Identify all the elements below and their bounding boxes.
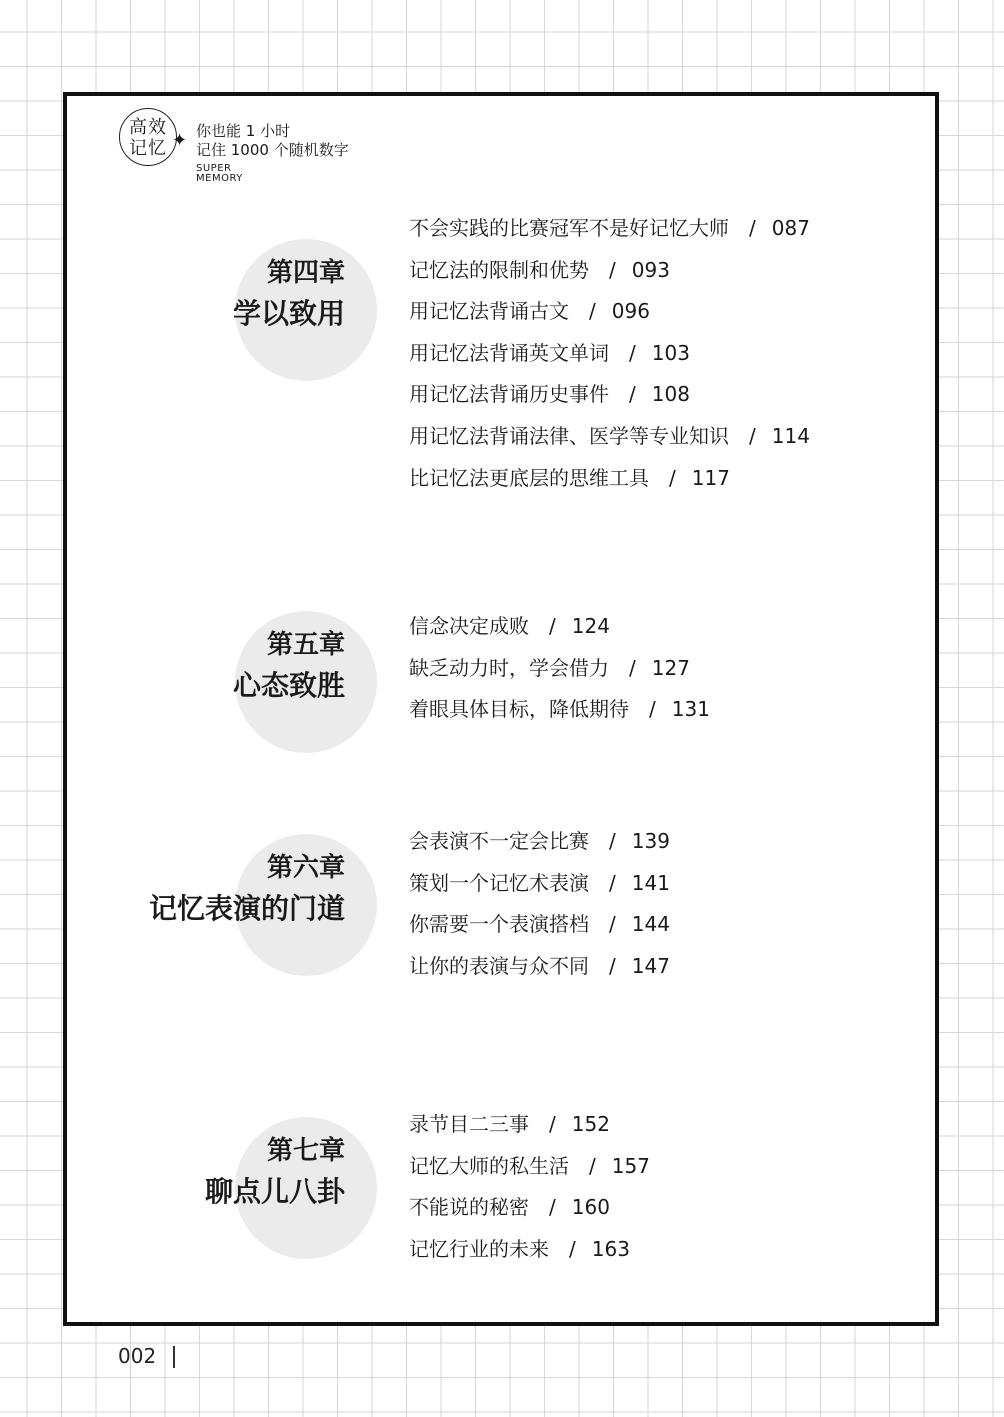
logo-title (124, 117, 172, 159)
section-title: 让你的表演与众不同 (409, 953, 589, 978)
page-separator: / (629, 340, 636, 365)
subtitle-line-1: 你也能 1 小时 (196, 122, 291, 140)
section-page-number: 152 (571, 1112, 610, 1136)
section-page-number: 093 (631, 257, 670, 282)
page-separator: / (609, 829, 616, 853)
toc-entry[interactable] (409, 871, 670, 913)
section-title: 用记忆法背诵历史事件 (409, 382, 609, 407)
section-page-number: 139 (631, 829, 670, 853)
toc-entry[interactable] (409, 1154, 650, 1196)
page-separator: / (549, 1195, 556, 1220)
english-title (196, 164, 243, 184)
page-separator: / (589, 1153, 596, 1178)
chapter-number: 第四章 (266, 258, 345, 288)
toc-entry[interactable] (409, 954, 670, 996)
section-list (409, 1112, 650, 1278)
section-title: 会表演不一定会比赛 (409, 829, 589, 853)
section-list (409, 829, 670, 995)
section-title: 不会实践的比赛冠军不是好记忆大师 (409, 216, 729, 240)
section-title: 不能说的秘密 (409, 1195, 529, 1220)
section-page-number: 157 (611, 1153, 650, 1178)
page-separator: / (609, 953, 616, 978)
chapter-title: 记忆表演的门道 (148, 892, 345, 925)
toc-entry[interactable] (409, 216, 810, 258)
section-page-number: 131 (671, 697, 710, 722)
chapter-title: 学以致用 (232, 297, 345, 330)
section-title: 录节目二三事 (409, 1112, 529, 1136)
section-title: 缺乏动力时，学会借力 (409, 655, 609, 680)
page-separator: / (749, 216, 756, 240)
page-separator: / (549, 1112, 556, 1136)
section-page-number: 117 (691, 465, 730, 490)
toc-entry[interactable] (409, 1237, 650, 1279)
section-page-number: 141 (631, 870, 670, 895)
chapter-title: 心态致胜 (232, 669, 345, 702)
section-page-number: 147 (631, 953, 670, 978)
toc-entry[interactable] (409, 614, 710, 656)
page-separator: / (749, 423, 756, 448)
section-title: 信念决定成败 (409, 614, 529, 638)
page-separator: / (589, 299, 596, 324)
section-title: 策划一个记忆术表演 (409, 870, 589, 895)
toc-entry[interactable] (409, 466, 810, 508)
book-subtitle (196, 122, 349, 160)
book-logo (119, 108, 379, 188)
section-title: 记忆行业的未来 (409, 1236, 549, 1261)
section-page-number: 144 (631, 912, 670, 937)
section-title: 比记忆法更底层的思维工具 (409, 465, 649, 490)
page-separator: / (549, 614, 556, 638)
page-separator: / (609, 257, 616, 282)
section-page-number: 127 (651, 655, 690, 680)
toc-entry[interactable] (409, 341, 810, 383)
section-title: 用记忆法背诵古文 (409, 299, 569, 324)
page-separator: / (569, 1236, 576, 1261)
toc-entry[interactable] (409, 912, 670, 954)
english-title-line-2: MEMORY (196, 173, 243, 184)
logo-title-line-2: 记忆 (129, 138, 167, 159)
toc-entry[interactable] (409, 258, 810, 300)
chapter-title: 聊点儿八卦 (204, 1175, 345, 1208)
page-separator: / (609, 870, 616, 895)
page-separator: / (669, 465, 676, 490)
section-page-number: 096 (611, 299, 650, 324)
section-list (409, 216, 810, 507)
page-separator: / (629, 655, 636, 680)
section-title: 记忆法的限制和优势 (409, 257, 589, 282)
section-title: 用记忆法背诵英文单词 (409, 340, 609, 365)
section-page-number: 087 (771, 216, 810, 240)
english-title-line-1: SUPER (196, 163, 232, 174)
section-title: 着眼具体目标，降低期待 (409, 697, 629, 722)
toc-entry[interactable] (409, 299, 810, 341)
section-list (409, 614, 710, 739)
toc-entry[interactable] (409, 1195, 650, 1237)
chapter-number: 第五章 (266, 630, 345, 660)
page-frame (63, 92, 939, 1326)
logo-title-line-1: 高效 (129, 117, 167, 138)
section-page-number: 108 (651, 382, 690, 407)
sparkle-icon: ✦ (172, 130, 188, 151)
toc-entry[interactable] (409, 829, 670, 871)
section-page-number: 103 (651, 340, 690, 365)
section-title: 你需要一个表演搭档 (409, 912, 589, 937)
section-page-number: 160 (571, 1195, 610, 1220)
section-title: 记忆大师的私生活 (409, 1153, 569, 1178)
subtitle-line-2: 记住 1000 个随机数字 (196, 141, 349, 159)
toc-entry[interactable] (409, 697, 710, 739)
page-number: 002 (118, 1344, 157, 1368)
toc-entry[interactable] (409, 1112, 650, 1154)
chapter-number: 第六章 (266, 853, 345, 883)
page-number-divider (173, 1346, 175, 1368)
toc-entry[interactable] (409, 656, 710, 698)
toc-entry[interactable] (409, 424, 810, 466)
chapter-number: 第七章 (266, 1136, 345, 1166)
page-separator: / (609, 912, 616, 937)
toc-entry[interactable] (409, 382, 810, 424)
page-separator: / (649, 697, 656, 722)
section-page-number: 114 (771, 423, 810, 448)
section-page-number: 124 (571, 614, 610, 638)
page-separator: / (629, 382, 636, 407)
section-page-number: 163 (591, 1236, 630, 1261)
section-title: 用记忆法背诵法律、医学等专业知识 (409, 423, 729, 448)
